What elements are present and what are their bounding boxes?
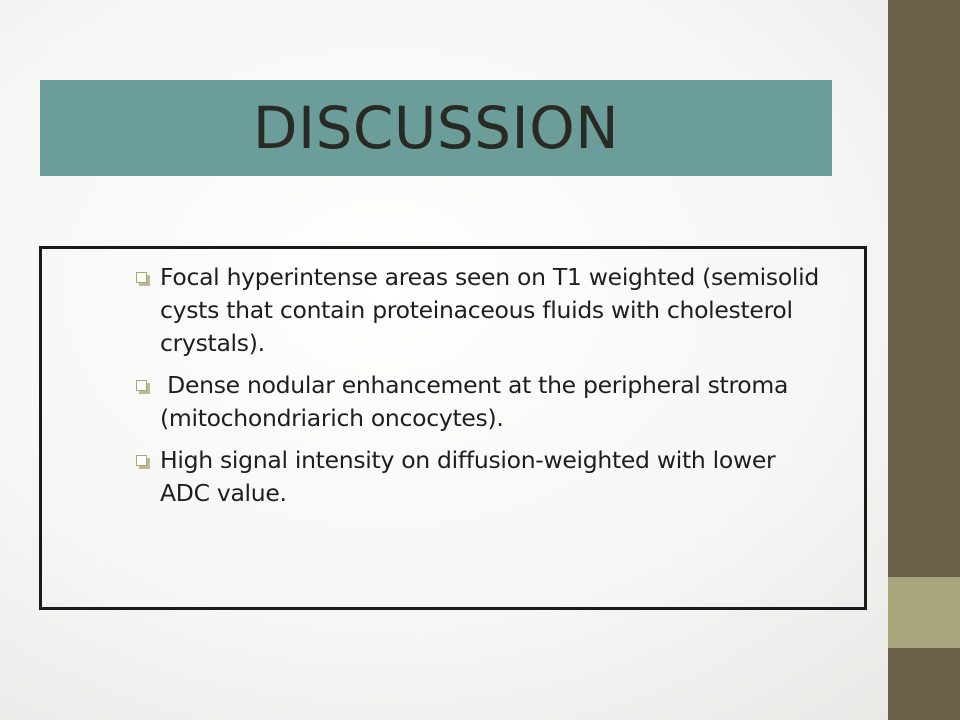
square-bullet-icon xyxy=(136,455,148,467)
bullet-item xyxy=(136,261,826,360)
bullet-text: Dense nodular enhancement at the peripheral stroma (mitochondriarich oncocytes). xyxy=(160,371,796,432)
title-bar xyxy=(40,80,832,176)
square-bullet-icon xyxy=(136,380,148,392)
bullet-item xyxy=(136,444,826,510)
bullet-list xyxy=(136,261,826,519)
content-box xyxy=(39,246,867,610)
bullet-item xyxy=(136,369,826,435)
slide-title: DISCUSSION xyxy=(252,94,620,162)
bullet-text: High signal intensity on diffusion-weighted with lower ADC value. xyxy=(160,446,776,507)
bullet-text: Focal hyperintense areas seen on T1 weighted (semisolid cysts that contain proteinaceous fluids with cholesterol crystals). xyxy=(160,263,819,357)
square-bullet-icon xyxy=(136,272,148,284)
side-accent-block xyxy=(888,577,960,648)
